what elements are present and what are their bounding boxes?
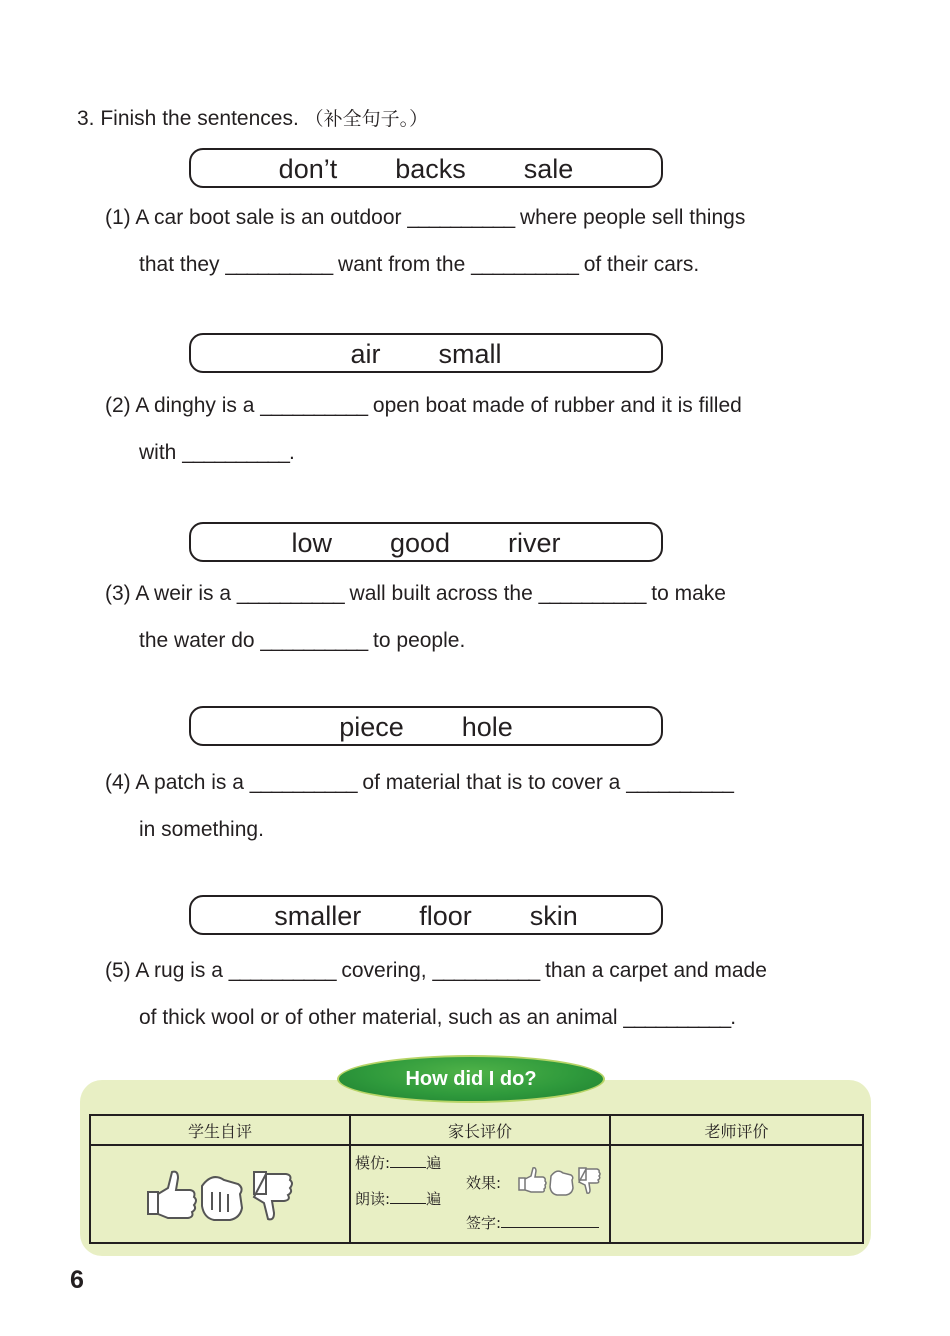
answer-blank[interactable]: __________ — [228, 959, 336, 982]
question-1: (1) A car boot sale is an outdoor __________ where people sell things that they __________ want from the __________ of their cars. — [105, 206, 746, 276]
imitate-blank[interactable] — [390, 1155, 426, 1168]
word: floor — [419, 900, 472, 931]
question-5: (5) A rug is a __________ covering, __________ than a carpet and made of thick wool or of other material, such as an animal __________. — [105, 959, 767, 1029]
read-row: 朗读: 遍 — [355, 1190, 442, 1208]
word: sale — [523, 153, 574, 184]
effect-row: 效果: — [466, 1174, 502, 1192]
header-teacher-eval: 老师评价 — [610, 1115, 863, 1145]
answer-blank[interactable]: __________ — [236, 582, 344, 605]
word-box-2 — [189, 333, 663, 373]
word: skin — [529, 900, 578, 931]
self-eval-cell — [90, 1145, 350, 1243]
word: small — [438, 338, 502, 369]
thumb-up-icon — [148, 1172, 196, 1218]
how-did-i-do-badge: How did I do? — [337, 1055, 605, 1103]
thumbs-rating-icon[interactable] — [140, 1162, 300, 1226]
sign-blank[interactable] — [501, 1215, 599, 1228]
page-number: 6 — [70, 1266, 84, 1294]
question-4: (4) A patch is a __________ of material that is to cover a __________ in something. — [105, 771, 733, 841]
question-3: (3) A weir is a __________ wall built across the __________ to make the water do __________ to people. — [105, 582, 726, 652]
imitate-row: 模仿: 遍 — [355, 1154, 442, 1172]
answer-blank[interactable]: __________ — [623, 1006, 731, 1029]
exercise-heading: 3. Finish the sentences. （补全句子。） — [77, 107, 429, 130]
word: air — [350, 338, 381, 369]
answer-blank[interactable]: __________ — [626, 771, 733, 794]
exercise-heading-cn: （补全句子。） — [304, 108, 429, 130]
answer-blank[interactable]: __________ — [407, 206, 515, 229]
thumb-down-icon — [579, 1168, 600, 1193]
word-box-4 — [189, 706, 663, 746]
sign-row: 签字: — [466, 1212, 599, 1233]
word: low — [291, 527, 332, 558]
word: piece — [339, 711, 404, 742]
answer-blank[interactable]: __________ — [249, 771, 357, 794]
word-box-1 — [189, 148, 663, 188]
parent-eval-cell — [350, 1145, 610, 1243]
header-parent-eval: 家长评价 — [350, 1115, 610, 1145]
word: don’t — [278, 153, 338, 184]
hand-ok-icon — [202, 1177, 242, 1220]
answer-blank[interactable]: __________ — [260, 394, 368, 417]
word: hole — [461, 711, 513, 742]
word-box-3 — [189, 522, 663, 562]
question-2: (2) A dinghy is a __________ open boat made of rubber and it is filled with __________. — [105, 394, 742, 464]
word: smaller — [274, 900, 362, 931]
answer-blank[interactable]: __________ — [538, 582, 646, 605]
small-thumbs-rating-icon[interactable] — [515, 1164, 605, 1198]
word: river — [508, 527, 561, 558]
hand-ok-icon — [550, 1171, 573, 1195]
evaluation-table — [89, 1114, 864, 1244]
word: backs — [395, 153, 466, 184]
answer-blank[interactable]: __________ — [182, 441, 289, 464]
answer-blank[interactable]: __________ — [471, 253, 578, 276]
thumb-down-icon — [254, 1172, 292, 1219]
answer-blank[interactable]: __________ — [260, 629, 368, 652]
header-self-eval: 学生自评 — [90, 1115, 350, 1145]
thumb-up-icon — [519, 1168, 546, 1192]
word-box-5 — [189, 895, 663, 935]
word: good — [389, 527, 451, 558]
answer-blank[interactable]: __________ — [432, 959, 540, 982]
read-blank[interactable] — [390, 1191, 426, 1204]
teacher-eval-cell[interactable] — [610, 1145, 863, 1243]
answer-blank[interactable]: __________ — [225, 253, 333, 276]
